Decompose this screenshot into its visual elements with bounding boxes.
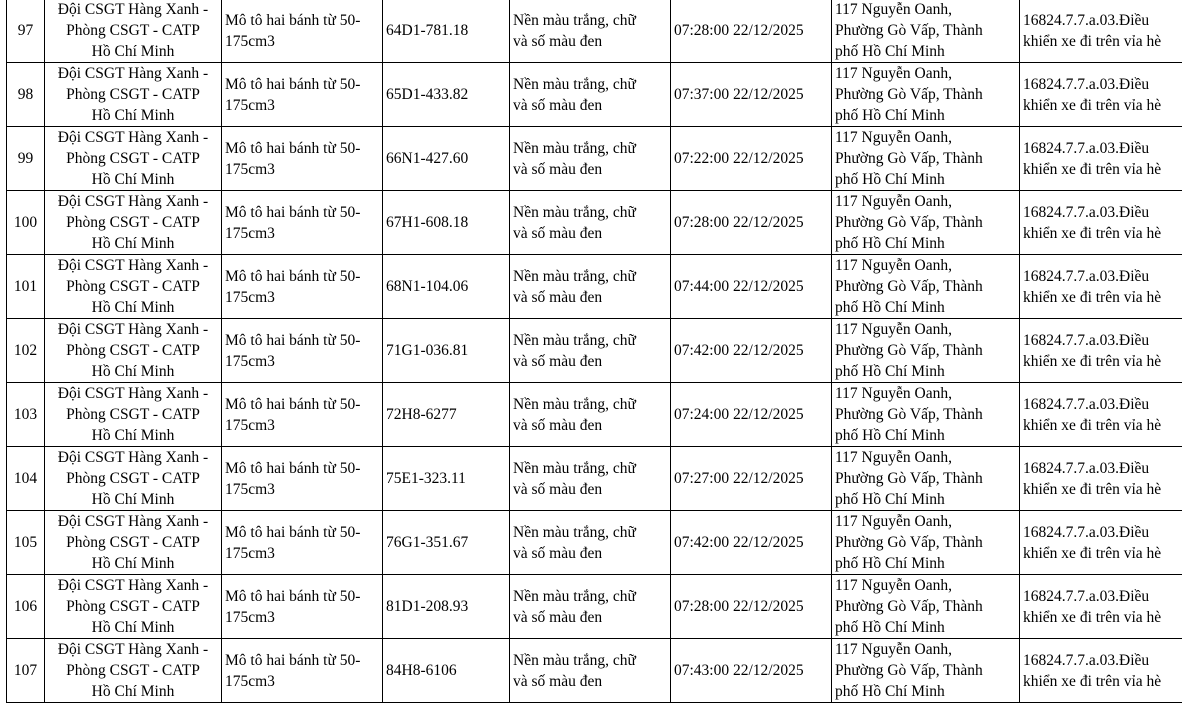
row-index-cell: [7, 0, 45, 63]
vehicle-type-cell: [222, 383, 383, 447]
license-plate-text: 76G1-351.67: [386, 534, 469, 551]
violation-code-line: 16824.7.7.a.03.Điều: [1023, 11, 1150, 29]
license-plate-cell: [383, 0, 510, 63]
violation-address-line: Phường Gò Vấp, Thành: [835, 214, 983, 231]
row-index-cell: [7, 447, 45, 511]
issuing-unit-cell: [45, 319, 222, 383]
violation-time-cell: [671, 575, 832, 639]
violation-time-cell: [671, 255, 832, 319]
license-plate-cell: [383, 127, 510, 191]
license-plate-cell: [383, 639, 510, 703]
license-plate-cell: [383, 191, 510, 255]
row-index-text: 97: [17, 22, 34, 39]
row-index-text: 106: [13, 598, 38, 615]
violation-code-line: khiển xe đi trên vỉa hè: [1023, 544, 1162, 562]
vehicle-type-cell: [222, 191, 383, 255]
vehicle-type-line: Mô tô hai bánh từ 50-: [225, 267, 361, 285]
license-plate-text: 68N1-104.06: [386, 278, 469, 295]
row-index-cell: [7, 575, 45, 639]
violation-time-cell: [671, 63, 832, 127]
issuing-unit-line: Hồ Chí Minh: [91, 107, 175, 124]
license-plate-text: 81D1-208.93: [386, 598, 469, 615]
violation-time-text: 07:43:00 22/12/2025: [674, 662, 804, 679]
violation-code-line: khiển xe đi trên vỉa hè: [1023, 160, 1162, 178]
vehicle-type-line: 175cm3: [225, 416, 275, 434]
plate-color-line: Nền màu trắng, chữ: [513, 331, 636, 349]
issuing-unit-line: Hồ Chí Minh: [91, 235, 175, 252]
issuing-unit-cell: [45, 63, 222, 127]
issuing-unit-line: Đội CSGT Hàng Xanh -: [57, 65, 209, 82]
issuing-unit-line: Phòng CSGT - CATP: [66, 598, 200, 615]
issuing-unit-line: Phòng CSGT - CATP: [66, 150, 200, 167]
plate-color-line: Nền màu trắng, chữ: [513, 459, 636, 477]
violation-address-line: 117 Nguyễn Oanh,: [835, 577, 952, 594]
plate-color-line: và số màu đen: [513, 480, 603, 498]
violation-time-cell: [671, 0, 832, 63]
vehicle-type-line: 175cm3: [225, 608, 275, 626]
vehicle-type-cell: [222, 511, 383, 575]
plate-color-line: và số màu đen: [513, 672, 603, 690]
issuing-unit-cell: [45, 639, 222, 703]
violation-address-line: 117 Nguyễn Oanh,: [835, 385, 952, 402]
issuing-unit-line: Đội CSGT Hàng Xanh -: [57, 193, 209, 210]
license-plate-text: 84H8-6106: [386, 662, 457, 679]
violation-address-cell: [832, 575, 1020, 639]
vehicle-type-line: Mô tô hai bánh từ 50-: [225, 203, 361, 221]
vehicle-type-line: Mô tô hai bánh từ 50-: [225, 459, 361, 477]
issuing-unit-line: Hồ Chí Minh: [91, 363, 175, 380]
issuing-unit-line: Đội CSGT Hàng Xanh -: [57, 641, 209, 658]
issuing-unit-cell: [45, 383, 222, 447]
table-row: [7, 575, 1183, 639]
vehicle-type-cell: [222, 575, 383, 639]
violation-address-line: phố Hồ Chí Minh: [835, 235, 945, 252]
license-plate-cell: [383, 255, 510, 319]
issuing-unit-line: Phòng CSGT - CATP: [66, 406, 200, 423]
row-index-text: 98: [17, 86, 34, 103]
row-index-text: 101: [13, 278, 38, 295]
issuing-unit-line: Hồ Chí Minh: [91, 171, 175, 188]
violation-code-cell: [1020, 0, 1183, 63]
row-index-cell: [7, 319, 45, 383]
issuing-unit-cell: [45, 575, 222, 639]
row-index-text: 99: [17, 150, 34, 167]
violation-code-line: khiển xe đi trên vỉa hè: [1023, 672, 1162, 690]
vehicle-type-line: Mô tô hai bánh từ 50-: [225, 587, 361, 605]
issuing-unit-line: Đội CSGT Hàng Xanh -: [57, 577, 209, 594]
violation-address-line: Phường Gò Vấp, Thành: [835, 150, 983, 167]
violation-code-line: 16824.7.7.a.03.Điều: [1023, 331, 1150, 349]
vehicle-type-cell: [222, 447, 383, 511]
violation-code-line: khiển xe đi trên vỉa hè: [1023, 32, 1162, 50]
issuing-unit-line: Phòng CSGT - CATP: [66, 278, 200, 295]
issuing-unit-line: Phòng CSGT - CATP: [66, 662, 200, 679]
row-index-text: 103: [13, 406, 38, 423]
violation-code-line: khiển xe đi trên vỉa hè: [1023, 416, 1162, 434]
plate-color-cell: [510, 63, 671, 127]
plate-color-line: Nền màu trắng, chữ: [513, 139, 636, 157]
violation-time-text: 07:24:00 22/12/2025: [674, 406, 804, 423]
violation-table-container: [6, 0, 1182, 714]
issuing-unit-line: Đội CSGT Hàng Xanh -: [57, 321, 209, 338]
violation-code-line: 16824.7.7.a.03.Điều: [1023, 587, 1150, 605]
vehicle-type-cell: [222, 639, 383, 703]
violation-address-line: phố Hồ Chí Minh: [835, 683, 945, 700]
violation-address-cell: [832, 319, 1020, 383]
violation-address-line: 117 Nguyễn Oanh,: [835, 129, 952, 146]
issuing-unit-line: Đội CSGT Hàng Xanh -: [57, 129, 209, 146]
license-plate-text: 72H8-6277: [386, 406, 457, 423]
violation-address-line: phố Hồ Chí Minh: [835, 299, 945, 316]
violation-code-line: 16824.7.7.a.03.Điều: [1023, 75, 1150, 93]
vehicle-type-line: 175cm3: [225, 352, 275, 370]
issuing-unit-cell: [45, 0, 222, 63]
violation-address-cell: [832, 639, 1020, 703]
issuing-unit-cell: [45, 255, 222, 319]
plate-color-line: Nền màu trắng, chữ: [513, 523, 636, 541]
vehicle-type-line: Mô tô hai bánh từ 50-: [225, 11, 361, 29]
issuing-unit-line: Đội CSGT Hàng Xanh -: [57, 1, 209, 18]
issuing-unit-cell: [45, 447, 222, 511]
violation-address-line: 117 Nguyễn Oanh,: [835, 193, 952, 210]
violation-code-line: 16824.7.7.a.03.Điều: [1023, 139, 1150, 157]
row-index-text: 105: [13, 534, 38, 551]
violation-address-line: Phường Gò Vấp, Thành: [835, 22, 983, 39]
plate-color-cell: [510, 191, 671, 255]
issuing-unit-cell: [45, 511, 222, 575]
violation-time-cell: [671, 639, 832, 703]
vehicle-type-cell: [222, 63, 383, 127]
issuing-unit-line: Đội CSGT Hàng Xanh -: [57, 449, 209, 466]
vehicle-type-cell: [222, 0, 383, 63]
violation-code-cell: [1020, 191, 1183, 255]
table-row: [7, 255, 1183, 319]
row-index-text: 102: [13, 342, 38, 359]
violation-table: [6, 0, 1182, 703]
license-plate-text: 65D1-433.82: [386, 86, 469, 103]
violation-code-line: khiển xe đi trên vỉa hè: [1023, 352, 1162, 370]
violation-address-cell: [832, 0, 1020, 63]
table-row: [7, 127, 1183, 191]
plate-color-cell: [510, 511, 671, 575]
violation-address-line: Phường Gò Vấp, Thành: [835, 534, 983, 551]
violation-address-line: Phường Gò Vấp, Thành: [835, 470, 983, 487]
issuing-unit-cell: [45, 127, 222, 191]
violation-code-line: 16824.7.7.a.03.Điều: [1023, 459, 1150, 477]
license-plate-text: 67H1-608.18: [386, 214, 469, 231]
plate-color-cell: [510, 639, 671, 703]
row-index-text: 100: [13, 214, 38, 231]
violation-code-cell: [1020, 383, 1183, 447]
license-plate-text: 75E1-323.11: [386, 470, 466, 487]
violation-time-text: 07:28:00 22/12/2025: [674, 214, 804, 231]
violation-code-cell: [1020, 319, 1183, 383]
violation-time-cell: [671, 127, 832, 191]
plate-color-line: Nền màu trắng, chữ: [513, 587, 636, 605]
violation-address-line: 117 Nguyễn Oanh,: [835, 257, 952, 274]
violation-time-text: 07:22:00 22/12/2025: [674, 150, 804, 167]
plate-color-line: Nền màu trắng, chữ: [513, 395, 636, 413]
issuing-unit-line: Đội CSGT Hàng Xanh -: [57, 513, 209, 530]
vehicle-type-line: Mô tô hai bánh từ 50-: [225, 651, 361, 669]
table-row: [7, 511, 1183, 575]
violation-time-cell: [671, 511, 832, 575]
violation-address-cell: [832, 447, 1020, 511]
vehicle-type-line: 175cm3: [225, 544, 275, 562]
violation-address-line: Phường Gò Vấp, Thành: [835, 86, 983, 103]
violation-code-line: 16824.7.7.a.03.Điều: [1023, 203, 1150, 221]
issuing-unit-line: Hồ Chí Minh: [91, 555, 175, 572]
issuing-unit-line: Hồ Chí Minh: [91, 427, 175, 444]
violation-code-line: 16824.7.7.a.03.Điều: [1023, 395, 1150, 413]
violation-time-text: 07:42:00 22/12/2025: [674, 534, 804, 551]
vehicle-type-line: Mô tô hai bánh từ 50-: [225, 523, 361, 541]
issuing-unit-line: Phòng CSGT - CATP: [66, 470, 200, 487]
plate-color-line: và số màu đen: [513, 32, 603, 50]
issuing-unit-line: Hồ Chí Minh: [91, 43, 175, 60]
vehicle-type-line: 175cm3: [225, 96, 275, 114]
violation-code-line: 16824.7.7.a.03.Điều: [1023, 523, 1150, 541]
plate-color-cell: [510, 127, 671, 191]
violation-address-line: 117 Nguyễn Oanh,: [835, 321, 952, 338]
plate-color-cell: [510, 319, 671, 383]
violation-code-cell: [1020, 255, 1183, 319]
issuing-unit-line: Phòng CSGT - CATP: [66, 86, 200, 103]
row-index-cell: [7, 639, 45, 703]
table-row: [7, 63, 1183, 127]
violation-address-line: Phường Gò Vấp, Thành: [835, 662, 983, 679]
row-index-text: 107: [13, 662, 38, 679]
violation-address-line: phố Hồ Chí Minh: [835, 427, 945, 444]
violation-address-line: phố Hồ Chí Minh: [835, 363, 945, 380]
vehicle-type-line: 175cm3: [225, 288, 275, 306]
violation-time-cell: [671, 191, 832, 255]
issuing-unit-line: Phòng CSGT - CATP: [66, 22, 200, 39]
table-row: [7, 319, 1183, 383]
violation-address-cell: [832, 255, 1020, 319]
table-row: [7, 639, 1183, 703]
violation-address-line: phố Hồ Chí Minh: [835, 43, 945, 60]
vehicle-type-cell: [222, 255, 383, 319]
license-plate-text: 66N1-427.60: [386, 150, 469, 167]
violation-time-text: 07:28:00 22/12/2025: [674, 22, 804, 39]
issuing-unit-line: Hồ Chí Minh: [91, 299, 175, 316]
license-plate-cell: [383, 63, 510, 127]
violation-code-cell: [1020, 127, 1183, 191]
violation-address-cell: [832, 191, 1020, 255]
violation-time-text: 07:42:00 22/12/2025: [674, 342, 804, 359]
vehicle-type-line: Mô tô hai bánh từ 50-: [225, 139, 361, 157]
table-body: [7, 0, 1183, 703]
row-index-text: 104: [13, 470, 38, 487]
plate-color-line: và số màu đen: [513, 160, 603, 178]
violation-address-cell: [832, 511, 1020, 575]
vehicle-type-cell: [222, 319, 383, 383]
violation-address-line: 117 Nguyễn Oanh,: [835, 449, 952, 466]
violation-address-line: Phường Gò Vấp, Thành: [835, 278, 983, 295]
vehicle-type-line: 175cm3: [225, 480, 275, 498]
license-plate-text: 64D1-781.18: [386, 22, 469, 39]
violation-address-cell: [832, 63, 1020, 127]
plate-color-line: Nền màu trắng, chữ: [513, 267, 636, 285]
plate-color-line: và số màu đen: [513, 416, 603, 434]
violation-address-line: 117 Nguyễn Oanh,: [835, 513, 952, 530]
issuing-unit-line: Hồ Chí Minh: [91, 619, 175, 636]
issuing-unit-line: Phòng CSGT - CATP: [66, 342, 200, 359]
vehicle-type-line: Mô tô hai bánh từ 50-: [225, 395, 361, 413]
plate-color-line: Nền màu trắng, chữ: [513, 203, 636, 221]
violation-time-cell: [671, 319, 832, 383]
violation-address-line: Phường Gò Vấp, Thành: [835, 598, 983, 615]
vehicle-type-line: 175cm3: [225, 160, 275, 178]
vehicle-type-line: 175cm3: [225, 672, 275, 690]
violation-code-line: 16824.7.7.a.03.Điều: [1023, 651, 1150, 669]
row-index-cell: [7, 63, 45, 127]
issuing-unit-line: Hồ Chí Minh: [91, 683, 175, 700]
plate-color-cell: [510, 0, 671, 63]
violation-code-line: 16824.7.7.a.03.Điều: [1023, 267, 1150, 285]
violation-address-line: phố Hồ Chí Minh: [835, 619, 945, 636]
row-index-cell: [7, 191, 45, 255]
plate-color-line: và số màu đen: [513, 224, 603, 242]
license-plate-cell: [383, 447, 510, 511]
plate-color-line: và số màu đen: [513, 96, 603, 114]
violation-code-cell: [1020, 511, 1183, 575]
violation-address-line: Phường Gò Vấp, Thành: [835, 342, 983, 359]
vehicle-type-line: 175cm3: [225, 32, 275, 50]
plate-color-line: và số màu đen: [513, 288, 603, 306]
violation-code-line: khiển xe đi trên vỉa hè: [1023, 480, 1162, 498]
vehicle-type-cell: [222, 127, 383, 191]
violation-code-cell: [1020, 447, 1183, 511]
license-plate-cell: [383, 511, 510, 575]
issuing-unit-line: Hồ Chí Minh: [91, 491, 175, 508]
violation-address-line: phố Hồ Chí Minh: [835, 491, 945, 508]
plate-color-line: và số màu đen: [513, 352, 603, 370]
row-index-cell: [7, 383, 45, 447]
violation-time-cell: [671, 447, 832, 511]
plate-color-cell: [510, 575, 671, 639]
issuing-unit-line: Đội CSGT Hàng Xanh -: [57, 385, 209, 402]
violation-address-line: 117 Nguyễn Oanh,: [835, 65, 952, 82]
plate-color-line: Nền màu trắng, chữ: [513, 11, 636, 29]
plate-color-cell: [510, 383, 671, 447]
violation-time-text: 07:27:00 22/12/2025: [674, 470, 804, 487]
vehicle-type-line: 175cm3: [225, 224, 275, 242]
plate-color-line: Nền màu trắng, chữ: [513, 651, 636, 669]
plate-color-line: Nền màu trắng, chữ: [513, 75, 636, 93]
table-row: [7, 191, 1183, 255]
violation-code-line: khiển xe đi trên vỉa hè: [1023, 224, 1162, 242]
violation-time-cell: [671, 383, 832, 447]
issuing-unit-cell: [45, 191, 222, 255]
violation-code-cell: [1020, 575, 1183, 639]
violation-code-line: khiển xe đi trên vỉa hè: [1023, 96, 1162, 114]
license-plate-cell: [383, 383, 510, 447]
plate-color-cell: [510, 255, 671, 319]
violation-code-line: khiển xe đi trên vỉa hè: [1023, 288, 1162, 306]
issuing-unit-line: Phòng CSGT - CATP: [66, 214, 200, 231]
violation-address-line: 117 Nguyễn Oanh,: [835, 1, 952, 18]
table-row: [7, 0, 1183, 63]
plate-color-line: và số màu đen: [513, 544, 603, 562]
vehicle-type-line: Mô tô hai bánh từ 50-: [225, 331, 361, 349]
violation-address-line: phố Hồ Chí Minh: [835, 555, 945, 572]
table-row: [7, 383, 1183, 447]
violation-time-text: 07:28:00 22/12/2025: [674, 598, 804, 615]
violation-address-line: 117 Nguyễn Oanh,: [835, 641, 952, 658]
vehicle-type-line: Mô tô hai bánh từ 50-: [225, 75, 361, 93]
violation-address-line: phố Hồ Chí Minh: [835, 171, 945, 188]
violation-address-cell: [832, 383, 1020, 447]
license-plate-cell: [383, 319, 510, 383]
license-plate-cell: [383, 575, 510, 639]
violation-code-cell: [1020, 63, 1183, 127]
issuing-unit-line: Đội CSGT Hàng Xanh -: [57, 257, 209, 274]
row-index-cell: [7, 255, 45, 319]
plate-color-cell: [510, 447, 671, 511]
violation-address-cell: [832, 127, 1020, 191]
violation-time-text: 07:37:00 22/12/2025: [674, 86, 804, 103]
plate-color-line: và số màu đen: [513, 608, 603, 626]
violation-code-cell: [1020, 639, 1183, 703]
issuing-unit-line: Phòng CSGT - CATP: [66, 534, 200, 551]
violation-code-line: khiển xe đi trên vỉa hè: [1023, 608, 1162, 626]
table-row: [7, 447, 1183, 511]
row-index-cell: [7, 511, 45, 575]
violation-address-line: phố Hồ Chí Minh: [835, 107, 945, 124]
violation-address-line: Phường Gò Vấp, Thành: [835, 406, 983, 423]
license-plate-text: 71G1-036.81: [386, 342, 469, 359]
row-index-cell: [7, 127, 45, 191]
violation-time-text: 07:44:00 22/12/2025: [674, 278, 804, 295]
